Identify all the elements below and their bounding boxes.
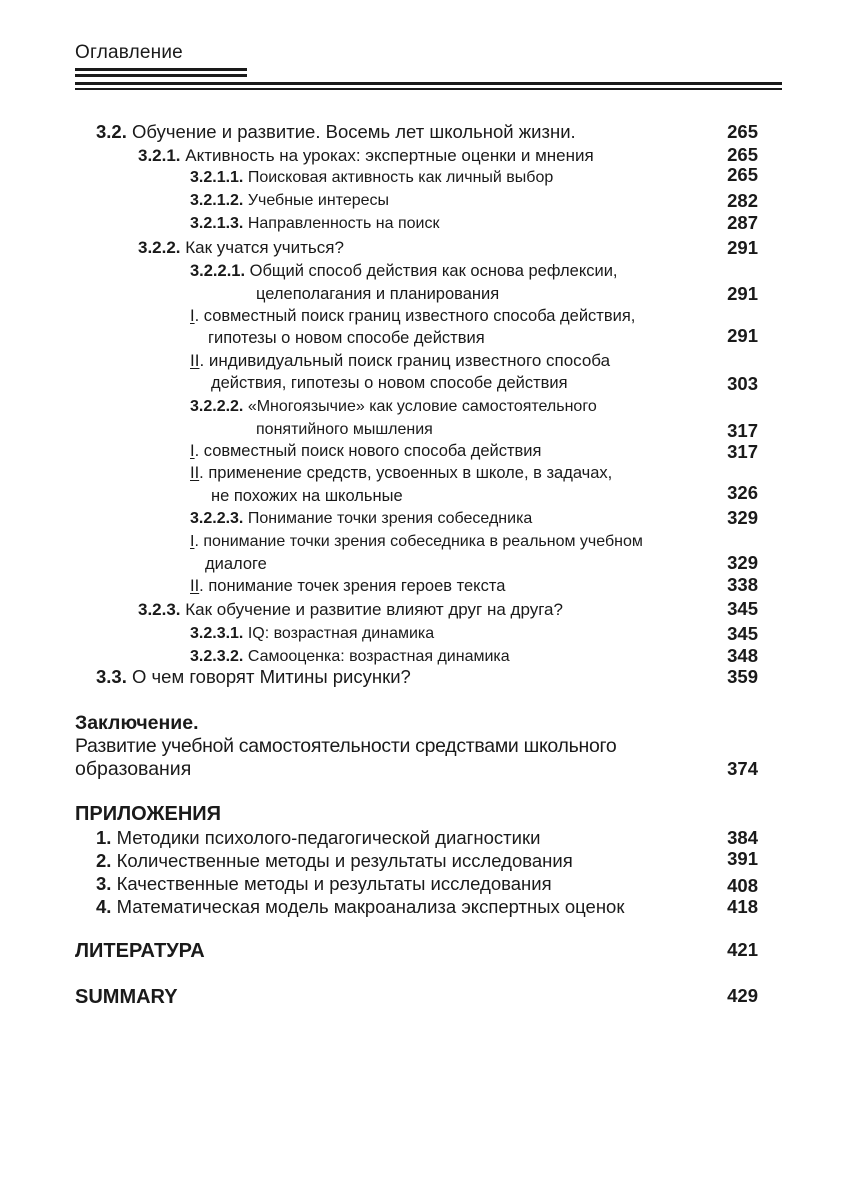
toc-entry — [190, 465, 612, 482]
appendix-title: Качественные методы и результаты исследования — [116, 873, 552, 894]
toc-title: Направленность на поиск — [247, 215, 440, 232]
toc-page: 338 — [727, 574, 758, 595]
toc-number: 3.2.1. — [138, 146, 181, 165]
header-rule — [75, 74, 247, 77]
toc-entry — [190, 263, 618, 280]
toc-title: . применение средств, усвоенных в школе, в задачах, — [199, 464, 613, 482]
toc-entry — [190, 649, 510, 665]
toc-number: 3.3. — [96, 666, 127, 687]
toc-page: 287 — [727, 212, 758, 233]
toc-title: Поисковая активность как личный выбор — [247, 169, 554, 186]
summary-heading: SUMMARY — [75, 986, 178, 1008]
toc-number: I — [190, 307, 195, 325]
appendix-number: 3. — [96, 873, 112, 894]
toc-title: Общий способ действия как основа рефлексии, — [249, 262, 618, 280]
toc-page: 265 — [727, 144, 758, 165]
toc-page: 265 — [727, 164, 758, 185]
toc-page: 374 — [727, 758, 758, 779]
toc-page: 291 — [727, 237, 758, 258]
toc-page: 326 — [727, 482, 758, 503]
appendix-number: 2. — [96, 850, 112, 871]
toc-entry — [138, 601, 563, 618]
toc-title: О чем говорят Митины рисунки? — [132, 666, 411, 687]
appendix-item — [96, 829, 540, 848]
toc-number: 3.2.2.3. — [190, 510, 244, 527]
toc-entry-continuation: диалоге — [205, 555, 267, 573]
appendix-item — [96, 898, 624, 917]
toc-page: 384 — [727, 827, 758, 848]
toc-entry — [96, 668, 411, 687]
toc-title: Понимание точки зрения собеседника — [247, 510, 533, 527]
appendix-number: 4. — [96, 896, 112, 917]
toc-title: IQ: возрастная динамика — [247, 625, 435, 642]
toc-entry — [190, 399, 597, 415]
appendix-number: 1. — [96, 827, 112, 848]
toc-page: 429 — [727, 985, 758, 1006]
toc-number: 3.2.2. — [138, 238, 181, 257]
toc-page: 303 — [727, 373, 758, 394]
toc-entry — [190, 511, 532, 527]
toc-entry — [190, 170, 553, 186]
toc-entry — [190, 193, 389, 209]
toc-entry — [96, 123, 576, 142]
toc-page: 418 — [727, 896, 758, 917]
conclusion-heading: Заключение. — [75, 712, 199, 734]
toc-title: Учебные интересы — [247, 192, 390, 209]
toc-entry — [190, 626, 434, 642]
toc-page: 348 — [727, 645, 758, 666]
conclusion-title-line-2: образования — [75, 758, 192, 780]
toc-entry — [190, 534, 643, 550]
toc-entry-continuation: не похожих на школьные — [211, 487, 403, 505]
toc-number: II — [190, 464, 200, 482]
running-head-title: Оглавление — [75, 42, 183, 63]
header-rule — [75, 82, 782, 85]
toc-number: II — [190, 351, 200, 370]
toc-entry-continuation: понятийного мышления — [256, 421, 433, 438]
toc-number: I — [190, 533, 195, 550]
toc-page: 317 — [727, 420, 758, 441]
toc-entry-continuation: действия, гипотезы о новом способе действия — [211, 374, 568, 392]
appendix-title: Математическая модель макроанализа экспертных оценок — [116, 896, 625, 917]
toc-number: 3.2.1.3. — [190, 215, 244, 232]
toc-title: . понимание точки зрения собеседника в реальном учебном — [194, 533, 643, 550]
toc-title: Обучение и развитие. Восемь лет школьной жизни. — [132, 121, 576, 142]
toc-number: 3.2.3. — [138, 600, 181, 619]
header-rule — [75, 88, 782, 90]
appendix-title: Методики психолого-педагогической диагностики — [116, 827, 541, 848]
toc-number: II — [190, 577, 200, 595]
toc-number: I — [190, 442, 195, 460]
literature-heading: ЛИТЕРАТУРА — [75, 940, 205, 962]
toc-entry-continuation: целеполагания и планирования — [256, 285, 500, 303]
toc-title: Как учатся учиться? — [185, 238, 344, 257]
toc-page: 329 — [727, 507, 758, 528]
appendix-item — [96, 875, 552, 894]
toc-entry-continuation: гипотезы о новом способе действия — [208, 329, 485, 347]
toc-page: 282 — [727, 190, 758, 211]
toc-page: 408 — [727, 875, 758, 896]
appendices-heading: ПРИЛОЖЕНИЯ — [75, 803, 222, 825]
toc-entry — [190, 578, 505, 595]
toc-page: 291 — [727, 325, 758, 346]
toc-page: 265 — [727, 121, 758, 142]
toc-entry — [190, 216, 439, 232]
toc-number: 3.2.1.1. — [190, 169, 244, 186]
toc-page: 421 — [727, 939, 758, 960]
toc-number: 3.2.2.2. — [190, 398, 244, 415]
toc-entry — [190, 443, 541, 460]
toc-page: 391 — [727, 848, 758, 869]
toc-page: 329 — [727, 552, 758, 573]
toc-number: 3.2.1.2. — [190, 192, 244, 209]
header-rule — [75, 68, 247, 71]
toc-title: . совместный поиск границ известного способа действия, — [194, 307, 636, 325]
toc-entry — [138, 147, 594, 164]
conclusion-title-line-1: Развитие учебной самостоятельности средствами школьного — [75, 735, 617, 757]
toc-entry — [138, 239, 344, 256]
toc-title: . понимание точек зрения героев текста — [199, 577, 506, 595]
toc-entry — [190, 308, 635, 325]
toc-page: 359 — [727, 666, 758, 687]
toc-number: 3.2. — [96, 121, 127, 142]
toc-page: 345 — [727, 598, 758, 619]
appendix-item — [96, 852, 573, 871]
toc-title: «Многоязычие» как условие самостоятельного — [247, 398, 597, 415]
toc-number: 3.2.3.1. — [190, 625, 244, 642]
appendix-title: Количественные методы и результаты исследования — [116, 850, 573, 871]
toc-page: 291 — [727, 283, 758, 304]
toc-number: 3.2.2.1. — [190, 262, 246, 280]
toc-entry — [190, 352, 610, 369]
toc-title: Как обучение и развитие влияют друг на друга? — [185, 600, 563, 619]
toc-title: . индивидуальный поиск границ известного способа — [199, 351, 611, 370]
toc-title: . совместный поиск нового способа действия — [194, 442, 542, 460]
toc-page: 345 — [727, 623, 758, 644]
toc-title: Самооценка: возрастная динамика — [247, 648, 510, 665]
toc-title: Активность на уроках: экспертные оценки и мнения — [185, 146, 594, 165]
toc-page: 317 — [727, 441, 758, 462]
toc-number: 3.2.3.2. — [190, 648, 244, 665]
